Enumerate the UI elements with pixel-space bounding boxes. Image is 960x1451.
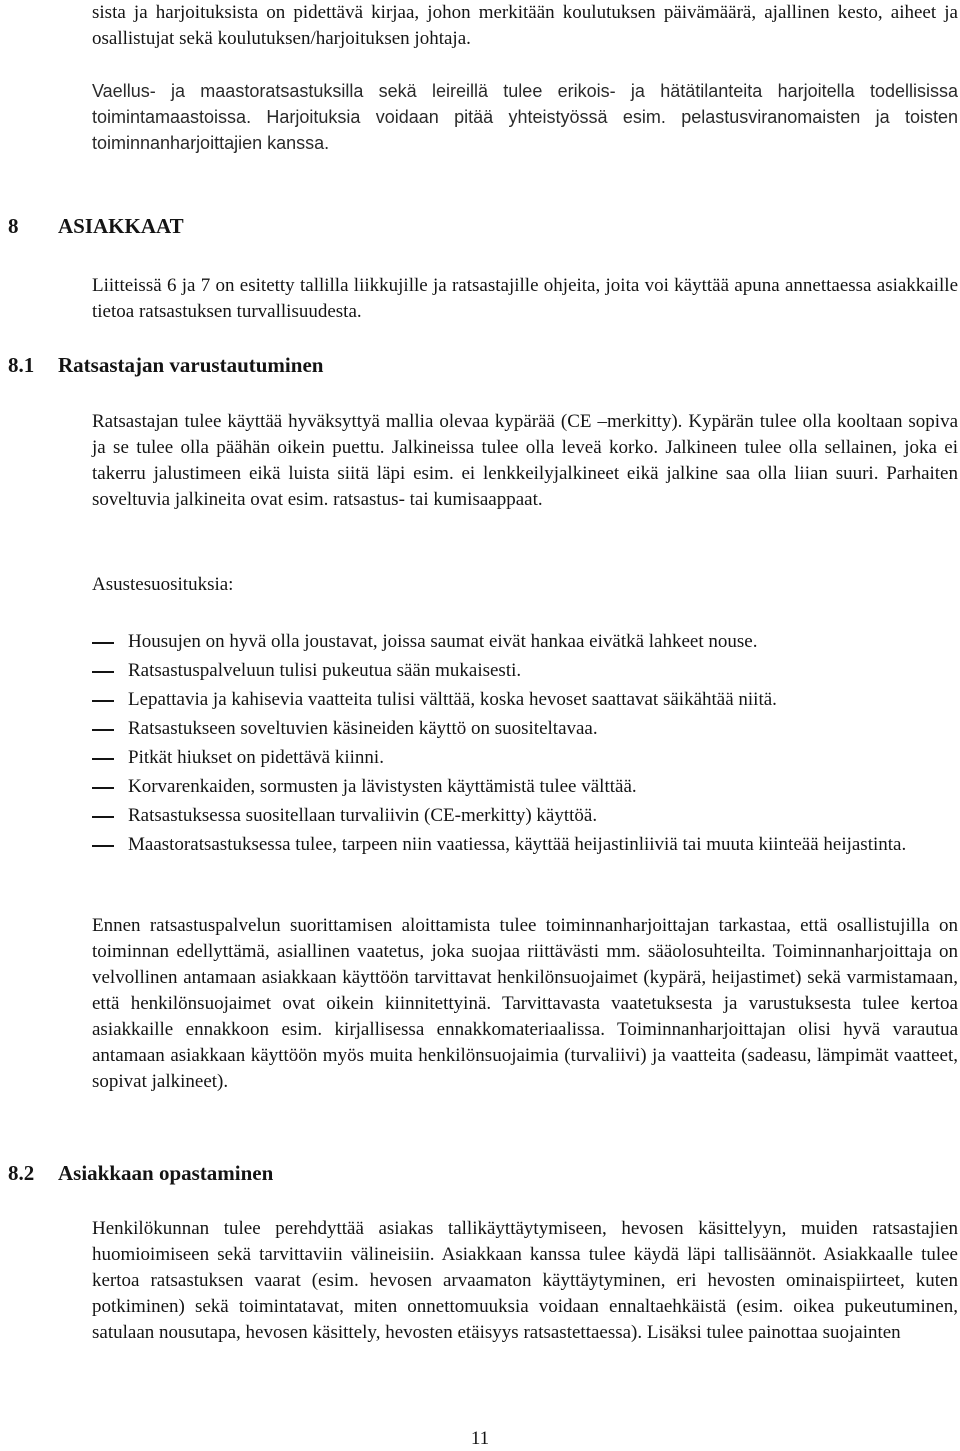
section-8-2-heading [8, 1161, 273, 1186]
intro-paragraph-2: Vaellus- ja maastoratsastuksilla sekä leireillä tulee erikois- ja hätätilanteita harjoitella todellisissa toimintamaastoissa. Harjoituksia voidaan pitää yhteistyössä esim. pelastusviranomaisten ja toisten toiminnanharjoittajien kanssa. [92, 81, 958, 153]
list-item: Ratsastuksessa suositellaan turvaliivin (CE-merkitty) käyttöä. [92, 803, 958, 829]
dash-bullet-icon [92, 758, 114, 760]
page-number: 11 [470, 1428, 490, 1449]
section-8-1-text: Ratsastajan tulee käyttää hyväksyttyä mallia olevaa kypärää (CE –merkitty). Kypärän tulee olla kooltaan sopiva ja se tulee olla päähän oikein puettu. Jalkineissa tulee olla leveä korko. Jalkineen tulee olla sellainen, joka ei takerru jalustimeen eikä luista siitä läpi esim. ei lenkkeilyjalkineet eikä jalkine saa olla liian suuri. Parhaiten soveltuvia jalkineita ovat esim. ratsastus- tai kumisaappaat. [92, 411, 958, 510]
list-item: Maastoratsastuksessa tulee, tarpeen niin vaatiessa, käyttää heijastinliiviä tai muuta kiinteää heijastinta. [92, 832, 958, 858]
dash-bullet-icon [92, 816, 114, 818]
list-item: Korvarenkaiden, sormusten ja lävistysten käyttämistä tulee välttää. [92, 774, 958, 800]
dash-bullet-icon [92, 642, 114, 644]
section-8-1-heading [8, 353, 323, 378]
dash-bullet-icon [92, 787, 114, 789]
section-8-2-text: Henkilökunnan tulee perehdyttää asiakas tallikäyttäytymiseen, hevosen käsittelyyn, muiden ratsastajien huomioimiseen sekä tarvittaviin välineisiin. Asiakkaan kanssa tulee käydä läpi tallisäännöt. Asiakkaalle tulee kertoa ratsastuksen vaarat (esim. hevosen arvaamaton käyttäytyminen, eri hevosten ominaispiirteet, kuten potkiminen) sekä toimintatavat, miten onnettomuuksia voidaan ennaltaehkäistä (esim. oikea pukeutuminen, satulaan nousutapa, hevosen käsittely, hevosten etäisyys ratsastettaessa). Lisäksi tulee painottaa suojainten [92, 1218, 958, 1343]
section-8-number: 8 [8, 214, 19, 238]
list-item: Pitkät hiukset on pidettävä kiinni. [92, 745, 958, 771]
intro-paragraph-1: sista ja harjoituksista on pidettävä kirjaa, johon merkitään koulutuksen päivämäärä, ajallinen kesto, aiheet ja osallistujat sekä koulutuksen/harjoituksen johtaja. [92, 2, 958, 49]
dash-bullet-icon [92, 700, 114, 702]
section-8-text: Liitteissä 6 ja 7 on esitetty tallilla liikkujille ja ratsastajille ohjeita, joita voi käyttää apuna annettaessa asiakkaille tietoa ratsastuksen turvallisuudesta. [92, 275, 958, 322]
section-8-1-number: 8.1 [8, 353, 35, 377]
section-8-heading [8, 214, 184, 239]
section-8-2-number: 8.2 [8, 1161, 35, 1185]
dash-bullet-icon [92, 671, 114, 673]
section-8-1-title: Ratsastajan varustautuminen [58, 353, 324, 377]
dash-bullet-icon [92, 729, 114, 731]
list-item: Ratsastuspalveluun tulisi pukeutua sään mukaisesti. [92, 658, 958, 684]
list-item: Lepattavia ja kahisevia vaatteita tulisi välttää, koska hevoset saattavat säikähtää niitä. [92, 687, 958, 713]
section-8-2-title: Asiakkaan opastaminen [58, 1161, 274, 1185]
section-8-1-closing: Ennen ratsastuspalvelun suorittamisen aloittamista tulee toiminnanharjoittajan tarkastaa, että osallistujilla on toiminnan edellyttämä, asiallinen vaatetus, joka suojaa riittävästi mm. sääolosuhteilta. Toiminnanharjoittaja on velvollinen antamaan asiakkaan käyttöön tarvittavat henkilönsuojaimet (kypärä, heijastimet) sekä varmistamaan, että henkilönsuojaimet ovat oikein kiinnitettyinä. Tarvittavasta vaatetuksesta ja varustuksesta tulee kertoa asiakkaille ennakkoon esim. kirjallisessa ennakkomateriaalissa. Toiminnanharjoittajan olisi hyvä varautua antamaan asiakkaan käyttöön myös muita henkilönsuojaimia (turvaliivi) ja vaatteita (sadeasu, lämpimät vaatteet, sopivat jalkineet). [92, 915, 958, 1092]
recommendations-list [92, 629, 958, 861]
list-item: Ratsastukseen soveltuvien käsineiden käyttö on suositeltavaa. [92, 716, 958, 742]
dash-bullet-icon [92, 845, 114, 847]
section-8-title: ASIAKKAAT [58, 214, 184, 238]
recommendations-label: Asustesuosituksia: [92, 574, 234, 595]
list-item: Housujen on hyvä olla joustavat, joissa saumat eivät hankaa eivätkä lahkeet nouse. [92, 629, 958, 655]
